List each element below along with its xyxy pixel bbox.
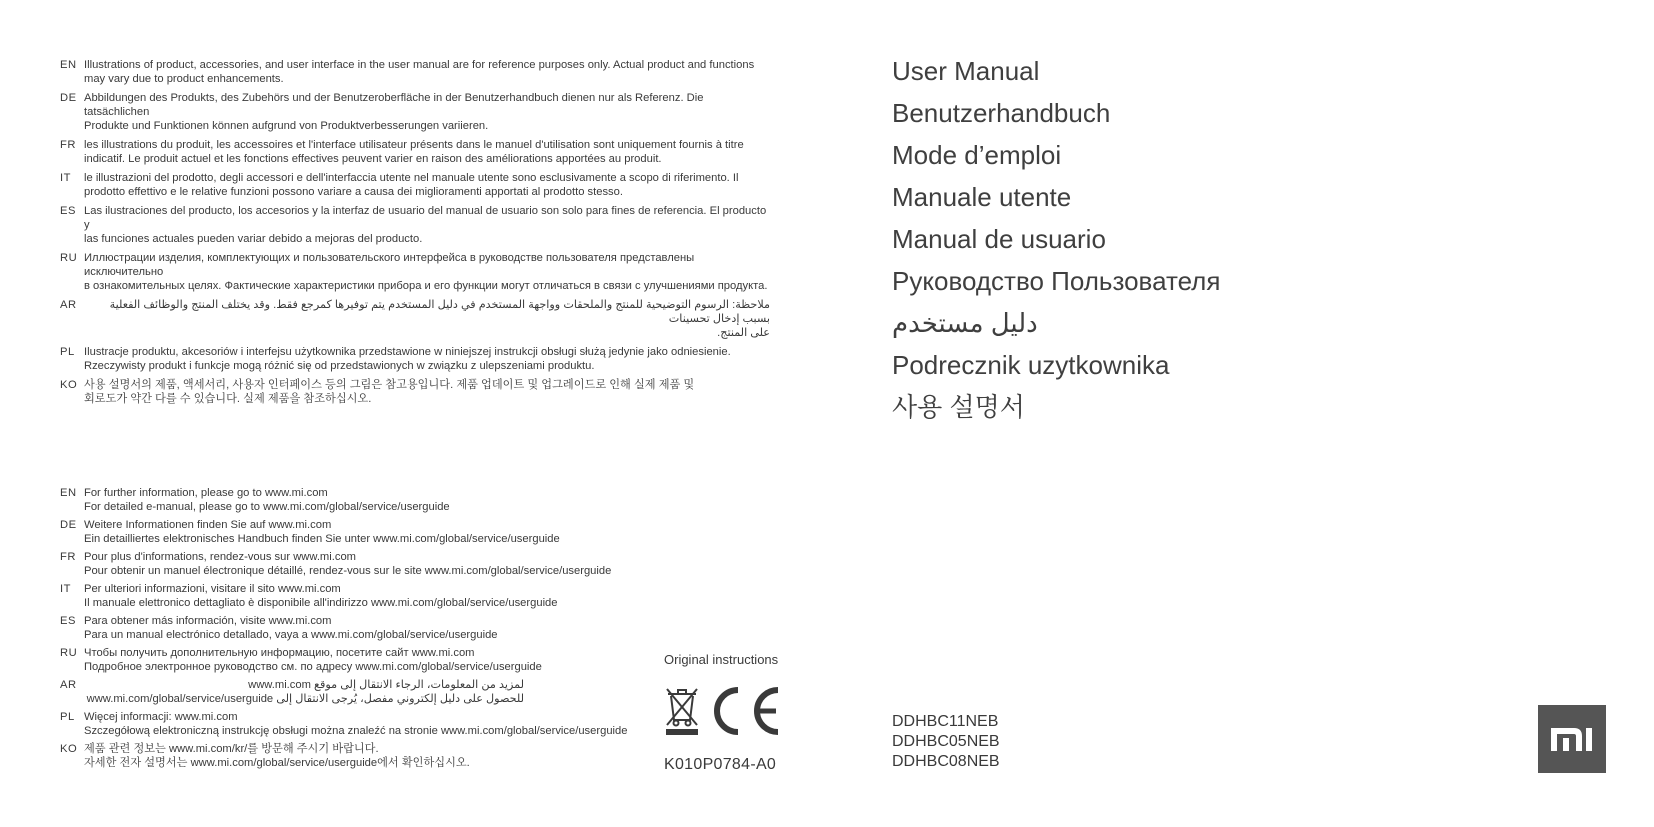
info-line: للحصول على دليل إلكتروني مفصل، يُرجى الانتقال إلى www.mi.com/global/service/userguide [86, 693, 524, 705]
lang-code: PL [60, 346, 75, 358]
disclaimer-line: indicatif. Le produit actuel et les fonctions effectives peuvent varier en raison des améliorations apportées au produit. [84, 153, 662, 165]
info-line: Weitere Informationen finden Sie auf www.mi.com [84, 519, 332, 531]
lang-code: RU [60, 252, 78, 264]
lang-code: FR [60, 139, 76, 151]
disclaimer-line: Иллюстрации изделия, комплектующих и пользовательского интерфейса в руководстве пользователя представлены исключительно [84, 252, 695, 278]
lang-code: IT [60, 583, 71, 595]
info-section [60, 486, 660, 774]
crossed-bin-icon [664, 686, 700, 736]
info-line: Więcej informacji: www.mi.com [84, 711, 238, 723]
disclaimer-de [60, 91, 770, 133]
disclaimer-pl [60, 345, 770, 373]
info-line: 자세한 전자 설명서는 www.mi.com/global/service/userguide에서 확인하십시오. [84, 757, 470, 769]
disclaimer-ar [60, 298, 770, 340]
lang-code: PL [60, 711, 75, 723]
lang-code: AR [60, 299, 77, 311]
info-line: لمزيد من المعلومات، الرجاء الانتقال إلى موقع www.mi.com [248, 679, 524, 691]
disclaimer-it [60, 171, 770, 199]
disclaimer-line: Illustrations of product, accessories, and user interface in the user manual are for reference purposes only. Actual product and functions [84, 59, 755, 71]
info-en [60, 486, 660, 514]
info-line: Ein detailliertes elektronisches Handbuch finden Sie unter www.mi.com/global/service/userguide [84, 533, 560, 545]
info-de [60, 518, 660, 546]
model-number: DDHBC05NEB [892, 733, 1000, 750]
lang-code: KO [60, 379, 78, 391]
disclaimer-line: les illustrations du produit, les accessoires et l'interface utilisateur présents dans le manuel d'utilisation sont uniquement fournis à titre [84, 139, 744, 151]
title-ko: 사용 설명서 [892, 392, 1025, 422]
info-line: For further information, please go to www.mi.com [84, 487, 328, 499]
info-line: Szczegółową elektroniczną instrukcję obsługi można znaleźć na stronie www.mi.com/global/service/userguide [84, 725, 628, 737]
title-fr: Mode d’emploi [892, 140, 1062, 170]
disclaimer-line: в ознакомительных целях. Фактические характеристики прибора и его функции могут отличаться в связи с улучшениями продукта. [84, 280, 768, 292]
title-en: User Manual [892, 56, 1040, 86]
lang-code: EN [60, 487, 77, 499]
info-line: Чтобы получить дополнительную информацию, посетите сайт www.mi.com [84, 647, 475, 659]
disclaimer-line: ملاحظة: الرسوم التوضيحية للمنتج والملحقات وواجهة المستخدم في دليل المستخدم يتم توفيرها كمرجع فقط. وقد يختلف المنتج والوظائف الفعلية بسبب إدخال تحسينات [109, 299, 770, 325]
certification-marks [664, 686, 782, 736]
disclaimer-line: Las ilustraciones del producto, los accesorios y la interfaz de usuario del manual de usuario son solo para fines de referencia. El producto y [84, 205, 767, 231]
title-pl: Podrecznik uzytkownika [892, 350, 1170, 380]
info-es [60, 614, 660, 642]
disclaimer-line: prodotto effettivo e le relative funzioni possono variare a causa dei miglioramenti apportati al prodotto stesso. [84, 186, 623, 198]
ce-mark-icon [710, 686, 782, 736]
info-ru [60, 646, 660, 674]
disclaimer-line: may vary due to product enhancements. [84, 73, 284, 85]
lang-code: EN [60, 59, 77, 71]
lang-code: ES [60, 615, 76, 627]
disclaimer-es [60, 204, 770, 246]
info-line: Para obtener más información, visite www.mi.com [84, 615, 332, 627]
info-line: 제품 관련 정보는 www.mi.com/kr/를 방문해 주시기 바랍니다. [84, 743, 379, 755]
lang-code: RU [60, 647, 78, 659]
info-line: Il manuale elettronico dettagliato è disponibile all'indirizzo www.mi.com/global/service/userguide [84, 597, 558, 609]
info-line: Pour obtenir un manuel électronique détaillé, rendez-vous sur le site www.mi.com/global/service/userguide [84, 565, 612, 577]
model-numbers [892, 712, 1000, 772]
info-ko [60, 742, 660, 770]
lang-code: ES [60, 205, 76, 217]
original-instructions: Original instructions [664, 652, 779, 667]
info-line: Per ulteriori informazioni, visitare il sito www.mi.com [84, 583, 341, 595]
lang-code: DE [60, 92, 77, 104]
info-ar [60, 678, 660, 706]
info-it [60, 582, 660, 610]
lang-code: AR [60, 679, 77, 691]
model-number: DDHBC11NEB [892, 713, 999, 730]
info-line: For detailed e-manual, please go to www.mi.com/global/service/userguide [84, 501, 450, 513]
manual-titles [892, 50, 1220, 428]
model-number: DDHBC08NEB [892, 753, 1000, 770]
document-code: K010P0784-A0 [664, 756, 777, 773]
lang-code: FR [60, 551, 76, 563]
title-ru: Руководство Пользователя [892, 266, 1221, 296]
title-it: Manuale utente [892, 182, 1072, 212]
disclaimer-line: le illustrazioni del prodotto, degli accessori e dell'interfaccia utente nel manuale utente sono esclusivamente a scopo di riferimento. Il [84, 172, 739, 184]
info-line: Pour plus d'informations, rendez-vous sur www.mi.com [84, 551, 356, 563]
disclaimer-en [60, 58, 770, 86]
title-de: Benutzerhandbuch [892, 98, 1111, 128]
title-ar: دليل مستخدم [892, 308, 1038, 338]
disclaimer-line: las funciones actuales pueden variar debido a mejoras del producto. [84, 233, 423, 245]
mi-logo-glyph [1538, 705, 1606, 773]
disclaimer-line: 회로도가 약간 다를 수 있습니다. 실제 제품을 참조하십시오. [84, 393, 372, 405]
disclaimer-line: 사용 설명서의 제품, 액세서리, 사용자 인터페이스 등의 그림은 참고용입니다. 제품 업데이트 및 업그레이드로 인해 실제 제품 및 [84, 379, 695, 391]
disclaimer-line: على المنتج. [717, 327, 770, 339]
disclaimer-fr [60, 138, 770, 166]
info-line: Para un manual electrónico detallado, vaya a www.mi.com/global/service/userguide [84, 629, 498, 641]
disclaimer-ru [60, 251, 770, 293]
disclaimer-line: Rzeczywisty produkt i funkcje mogą różnić się od przedstawionych w związku z ulepszeniami produktu. [84, 360, 595, 372]
title-es: Manual de usuario [892, 224, 1106, 254]
mi-logo-icon [1538, 705, 1606, 773]
lang-code: IT [60, 172, 71, 184]
disclaimer-line: Produkte und Funktionen können aufgrund von Produktverbesserungen variieren. [84, 120, 489, 132]
info-pl [60, 710, 660, 738]
info-fr [60, 550, 660, 578]
disclaimer-section [60, 58, 770, 411]
disclaimer-ko [60, 378, 770, 406]
lang-code: KO [60, 743, 78, 755]
info-line: Подробное электронное руководство см. по адресу www.mi.com/global/service/userguide [84, 661, 542, 673]
lang-code: DE [60, 519, 77, 531]
disclaimer-line: Ilustracje produktu, akcesoriów i interfejsu użytkownika przedstawione w niniejszej instrukcji obsługi służą jedynie jako odniesienie. [84, 346, 731, 358]
disclaimer-line: Abbildungen des Produkts, des Zubehörs und der Benutzeroberfläche in der Benutzerhandbuch dienen nur als Referenz. Die tatsächlichen [84, 92, 704, 118]
